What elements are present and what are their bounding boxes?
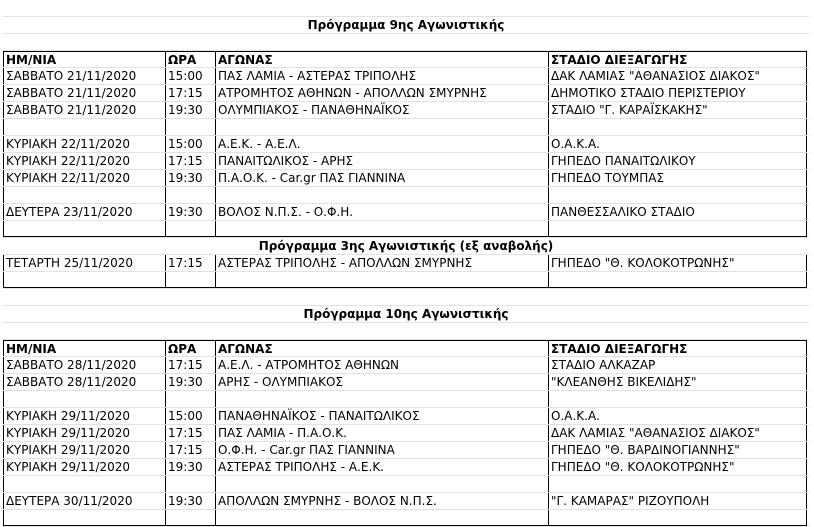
blank-cell xyxy=(166,187,216,203)
blank-cell xyxy=(549,391,807,407)
match-row xyxy=(3,357,809,374)
match-stadium: ΠΑΝΘΕΣΣΑΛΙΚΟ ΣΤΑΔΙΟ xyxy=(549,204,807,220)
match-date: ΚΥΡΙΑΚΗ 29/11/2020 xyxy=(3,442,166,458)
blank-cell xyxy=(216,391,549,407)
match-row xyxy=(3,68,809,85)
blank-cell xyxy=(216,221,549,237)
blank-row xyxy=(3,119,809,136)
blank-row xyxy=(3,323,809,340)
match-row xyxy=(3,493,809,510)
blank-cell xyxy=(216,510,549,526)
match-stadium: ΓΗΠΕΔΟ "Θ. ΒΑΡΔΙΝΟΓΙΑΝΝΗΣ" xyxy=(549,442,807,458)
match-time: 17:15 xyxy=(166,442,216,458)
blank-cell xyxy=(3,272,166,288)
match-match: ΠΑΣ ΛΑΜΙΑ - ΑΣΤΕΡΑΣ ΤΡΙΠΟΛΗΣ xyxy=(216,68,549,84)
blank-cell xyxy=(549,510,807,526)
match-row xyxy=(3,102,809,119)
section-title-row xyxy=(3,238,809,255)
match-stadium: ΔΗΜΟΤΙΚΟ ΣΤΑΔΙΟ ΠΕΡΙΣΤΕΡΙΟΥ xyxy=(549,85,807,101)
match-time: 19:30 xyxy=(166,493,216,509)
blank-cell xyxy=(549,187,807,203)
blank-cell xyxy=(3,119,166,135)
blank-row xyxy=(3,34,809,51)
match-time: 17:15 xyxy=(166,153,216,169)
match-match: Π.Α.Ο.Κ. - Car.gr ΠΑΣ ΓΙΑΝΝΙΝΑ xyxy=(216,170,549,186)
match-time: 19:30 xyxy=(166,170,216,186)
match-date: ΣΑΒΒΑΤΟ 21/11/2020 xyxy=(3,102,166,118)
match-match: Α.Ε.Κ. - Α.Ε.Λ. xyxy=(216,136,549,152)
match-match: ΠΑΝΑΘΗΝΑΪΚΟΣ - ΠΑΝΑΙΤΩΛΙΚΟΣ xyxy=(216,408,549,424)
match-time: 17:15 xyxy=(166,85,216,101)
match-match: Ο.Φ.Η. - Car.gr ΠΑΣ ΓΙΑΝΝΙΝΑ xyxy=(216,442,549,458)
match-time: 15:00 xyxy=(166,408,216,424)
match-date: ΚΥΡΙΑΚΗ 22/11/2020 xyxy=(3,153,166,169)
spreadsheet xyxy=(3,0,809,527)
match-date: ΚΥΡΙΑΚΗ 22/11/2020 xyxy=(3,136,166,152)
match-stadium: ΓΗΠΕΔΟ ΤΟΥΜΠΑΣ xyxy=(549,170,807,186)
header-date: ΗΜ/ΝΙΑ xyxy=(3,51,166,67)
match-match: ΑΣΤΕΡΑΣ ΤΡΙΠΟΛΗΣ - Α.Ε.Κ. xyxy=(216,459,549,475)
match-time: 15:00 xyxy=(166,136,216,152)
header-time: ΩΡΑ xyxy=(166,340,216,356)
match-match: ΑΠΟΛΛΩΝ ΣΜΥΡΝΗΣ - ΒΟΛΟΣ Ν.Π.Σ. xyxy=(216,493,549,509)
blank-cell xyxy=(216,119,549,135)
match-stadium: ΓΗΠΕΔΟ "Θ. ΚΟΛΟΚΟΤΡΩΝΗΣ" xyxy=(549,459,807,475)
match-date: ΣΑΒΒΑΤΟ 28/11/2020 xyxy=(3,374,166,390)
match-match: ΑΡΗΣ - ΟΛΥΜΠΙΑΚΟΣ xyxy=(216,374,549,390)
blank-cell xyxy=(3,187,166,203)
match-row xyxy=(3,136,809,153)
blank-cell xyxy=(216,187,549,203)
section-title-row xyxy=(3,17,809,34)
match-match: ΒΟΛΟΣ Ν.Π.Σ. - Ο.Φ.Η. xyxy=(216,204,549,220)
match-time: 17:15 xyxy=(166,425,216,441)
header-date: ΗΜ/ΝΙΑ xyxy=(3,340,166,356)
match-row xyxy=(3,255,809,272)
match-time: 19:30 xyxy=(166,459,216,475)
match-match: Α.Ε.Λ. - ΑΤΡΟΜΗΤΟΣ ΑΘΗΝΩΝ xyxy=(216,357,549,373)
match-time: 19:30 xyxy=(166,374,216,390)
blank-row xyxy=(3,391,809,408)
blank-cell xyxy=(216,272,549,288)
header-stadium: ΣΤΑΔΙΟ ΔΙΕΞΑΓΩΓΗΣ xyxy=(549,340,807,356)
match-match: ΟΛΥΜΠΙΑΚΟΣ - ΠΑΝΑΘΗΝΑΪΚΟΣ xyxy=(216,102,549,118)
match-date: ΚΥΡΙΑΚΗ 29/11/2020 xyxy=(3,459,166,475)
header-row xyxy=(3,340,809,357)
match-date: ΚΥΡΙΑΚΗ 29/11/2020 xyxy=(3,408,166,424)
match-stadium: ΣΤΑΔΙΟ ΑΛΚΑΖΑΡ xyxy=(549,357,807,373)
section-title-row xyxy=(3,306,809,323)
match-row xyxy=(3,170,809,187)
blank-cell xyxy=(549,119,807,135)
top-blank-row xyxy=(3,0,809,17)
section-title: Πρόγραμμα 9ης Αγωνιστικής xyxy=(307,18,505,32)
blank-cell xyxy=(3,221,166,237)
blank-cell xyxy=(166,510,216,526)
match-date: ΣΑΒΒΑΤΟ 21/11/2020 xyxy=(3,85,166,101)
match-row xyxy=(3,85,809,102)
blank-cell xyxy=(549,221,807,237)
match-time: 19:30 xyxy=(166,102,216,118)
match-stadium: "ΚΛΕΑΝΘΗΣ ΒΙΚΕΛΙΔΗΣ" xyxy=(549,374,807,390)
header-stadium: ΣΤΑΔΙΟ ΔΙΕΞΑΓΩΓΗΣ xyxy=(549,51,807,67)
match-date: ΔΕΥΤΕΡΑ 23/11/2020 xyxy=(3,204,166,220)
match-date: ΤΕΤΑΡΤΗ 25/11/2020 xyxy=(3,255,166,271)
match-row xyxy=(3,408,809,425)
match-stadium: ΔΑΚ ΛΑΜΙΑΣ "ΑΘΑΝΑΣΙΟΣ ΔΙΑΚΟΣ" xyxy=(549,68,807,84)
header-match: ΑΓΩΝΑΣ xyxy=(216,51,549,67)
match-row xyxy=(3,459,809,476)
blank-cell xyxy=(549,272,807,288)
section-title: Πρόγραμμα 3ης Αγωνιστικής (εξ αναβολής) xyxy=(258,239,554,253)
section-title: Πρόγραμμα 10ης Αγωνιστικής xyxy=(303,307,509,321)
header-time: ΩΡΑ xyxy=(166,51,216,67)
match-time: 17:15 xyxy=(166,357,216,373)
match-date: ΚΥΡΙΑΚΗ 22/11/2020 xyxy=(3,170,166,186)
blank-row xyxy=(3,187,809,204)
match-time: 19:30 xyxy=(166,204,216,220)
match-date: ΣΑΒΒΑΤΟ 28/11/2020 xyxy=(3,357,166,373)
match-stadium: ΣΤΑΔΙΟ "Γ. ΚΑΡΑΪΣΚΑΚΗΣ" xyxy=(549,102,807,118)
blank-row xyxy=(3,289,809,306)
blank-cell xyxy=(3,391,166,407)
match-stadium: Ο.Α.Κ.Α. xyxy=(549,136,807,152)
match-match: ΑΤΡΟΜΗΤΟΣ ΑΘΗΝΩΝ - ΑΠΟΛΛΩΝ ΣΜΥΡΝΗΣ xyxy=(216,85,549,101)
match-match: ΠΑΣ ΛΑΜΙΑ - Π.Α.Ο.Κ. xyxy=(216,425,549,441)
match-stadium: ΓΗΠΕΔΟ "Θ. ΚΟΛΟΚΟΤΡΩΝΗΣ" xyxy=(549,255,807,271)
match-stadium: ΔΑΚ ΛΑΜΙΑΣ "ΑΘΑΝΑΣΙΟΣ ΔΙΑΚΟΣ" xyxy=(549,425,807,441)
match-row xyxy=(3,153,809,170)
match-match: ΑΣΤΕΡΑΣ ΤΡΙΠΟΛΗΣ - ΑΠΟΛΛΩΝ ΣΜΥΡΝΗΣ xyxy=(216,255,549,271)
match-date: ΚΥΡΙΑΚΗ 29/11/2020 xyxy=(3,425,166,441)
match-match: ΠΑΝΑΙΤΩΛΙΚΟΣ - ΑΡΗΣ xyxy=(216,153,549,169)
match-stadium: ΓΗΠΕΔΟ ΠΑΝΑΙΤΩΛΙΚΟΥ xyxy=(549,153,807,169)
match-row xyxy=(3,442,809,459)
blank-cell xyxy=(166,119,216,135)
match-row xyxy=(3,425,809,442)
header-match: ΑΓΩΝΑΣ xyxy=(216,340,549,356)
match-time: 17:15 xyxy=(166,255,216,271)
match-time: 15:00 xyxy=(166,68,216,84)
blank-row xyxy=(3,510,809,527)
match-row xyxy=(3,374,809,391)
blank-row xyxy=(3,272,809,289)
blank-cell xyxy=(166,221,216,237)
blank-row xyxy=(3,476,809,493)
blank-cell xyxy=(3,510,166,526)
header-row xyxy=(3,51,809,68)
match-date: ΣΑΒΒΑΤΟ 21/11/2020 xyxy=(3,68,166,84)
match-row xyxy=(3,204,809,221)
blank-cell xyxy=(166,391,216,407)
match-date: ΔΕΥΤΕΡΑ 30/11/2020 xyxy=(3,493,166,509)
blank-row xyxy=(3,221,809,238)
match-stadium: "Γ. ΚΑΜΑΡΑΣ" ΡΙΖΟΥΠΟΛΗ xyxy=(549,493,807,509)
blank-cell xyxy=(166,272,216,288)
match-stadium: Ο.Α.Κ.Α. xyxy=(549,408,807,424)
